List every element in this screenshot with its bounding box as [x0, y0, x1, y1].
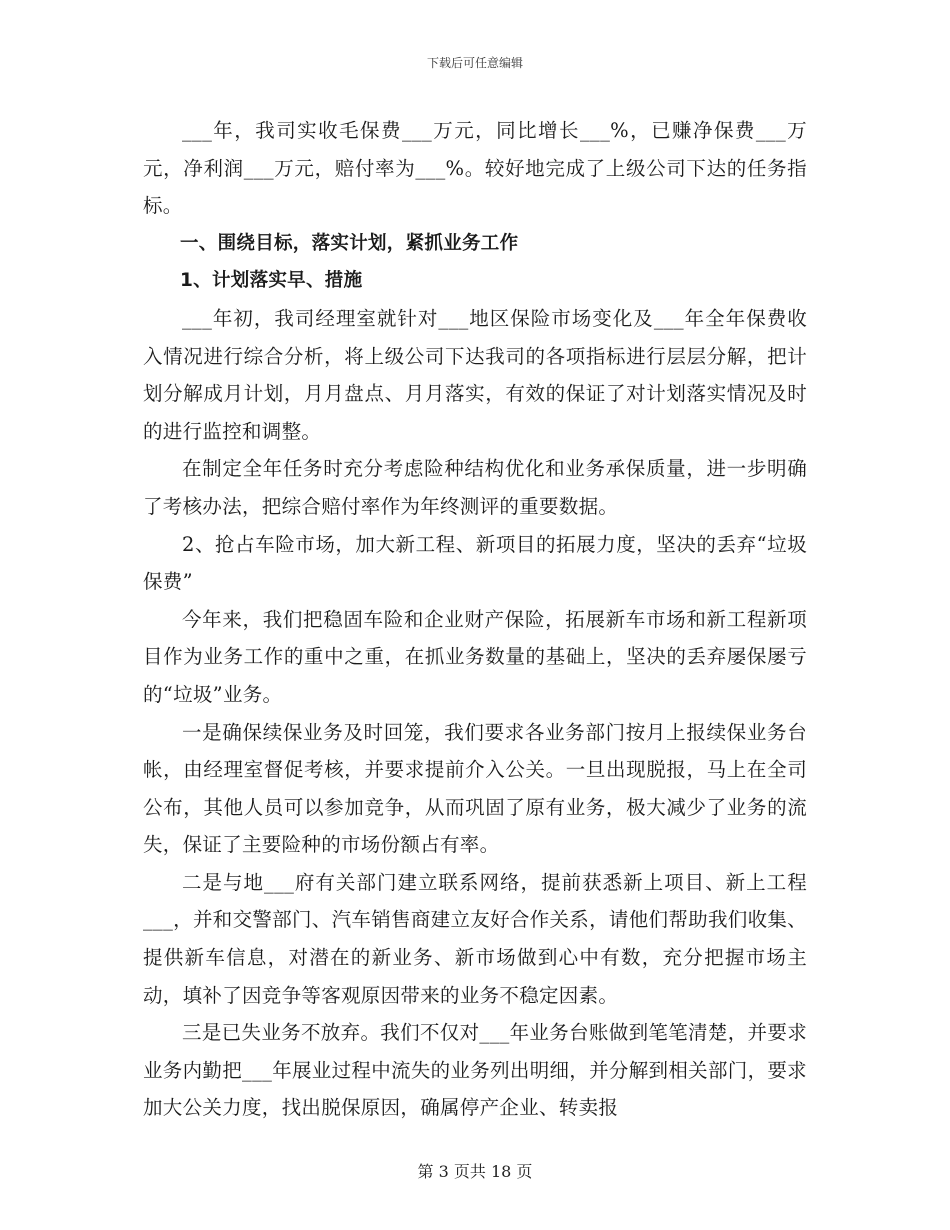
page-number: 第 3 页共 18 页	[417, 1162, 533, 1181]
paragraph-plan: ___年初，我司经理室就针对___地区保险市场变化及___年全年保费收入情况进行综合分析，将上级公司下达我司的各项指标进行层层分解，把计划分解成月计划，月月盘点、月月落实，有效的保证了对计划落实情况及时的进行监控和调整。	[143, 306, 807, 443]
subsection-heading-2: 2、抢占车险市场，加大新工程、新项目的拓展力度，坚决的丢弃“垃圾保费”	[143, 532, 807, 594]
subsection-heading-1: 1、计划落实早、措施	[180, 270, 363, 292]
paragraph-task-setting: 在制定全年任务时充分考虑险种结构优化和业务承保质量，进一步明确了考核办法，把综合赔付率作为年终测评的重要数据。	[143, 457, 807, 518]
paragraph-point-one: 一是确保续保业务及时回笼，我们要求各业务部门按月上报续保业务台帐，由经理室督促考核，并要求提前介入公关。一旦出现脱报，马上在全司公布，其他人员可以参加竞争，从而巩固了原有业务，极大减少了业务的流失，保证了主要险种的市场份额占有率。	[143, 720, 807, 857]
paragraph-point-two: 二是与地___府有关部门建立联系网络，提前获悉新上项目、新上工程___，并和交警部门、汽车销售商建立友好合作关系，请他们帮助我们收集、提供新车信息，对潜在的新业务、新市场做到心中有数，充分把握市场主动，填补了因竞争等客观原因带来的业务不稳定因素。	[143, 870, 807, 1007]
document-body	[143, 112, 807, 1127]
paragraph-point-three: 三是已失业务不放弃。我们不仅对___年业务台账做到笔笔清楚，并要求业务内勤把___年展业过程中流失的业务列出明细，并分解到相关部门，要求加大公关力度，找出脱保原因，确属停产企业、转卖报	[143, 1021, 807, 1120]
paragraph-summary: ___年，我司实收毛保费___万元，同比增长___%，已赚净保费___万元，净利润___万元，赔付率为___%。较好地完成了上级公司下达的任务指标。	[143, 119, 807, 218]
page-header-note: 下载后可任意编辑	[426, 56, 523, 70]
paragraph-this-year: 今年来，我们把稳固车险和企业财产保险，拓展新车市场和新工程新项目作为业务工作的重中之重，在抓业务数量的基础上，坚决的丢弃屡保屡亏的“垃圾”业务。	[143, 607, 807, 706]
section-heading-1: 一、围绕目标，落实计划，紧抓业务工作	[180, 232, 519, 254]
